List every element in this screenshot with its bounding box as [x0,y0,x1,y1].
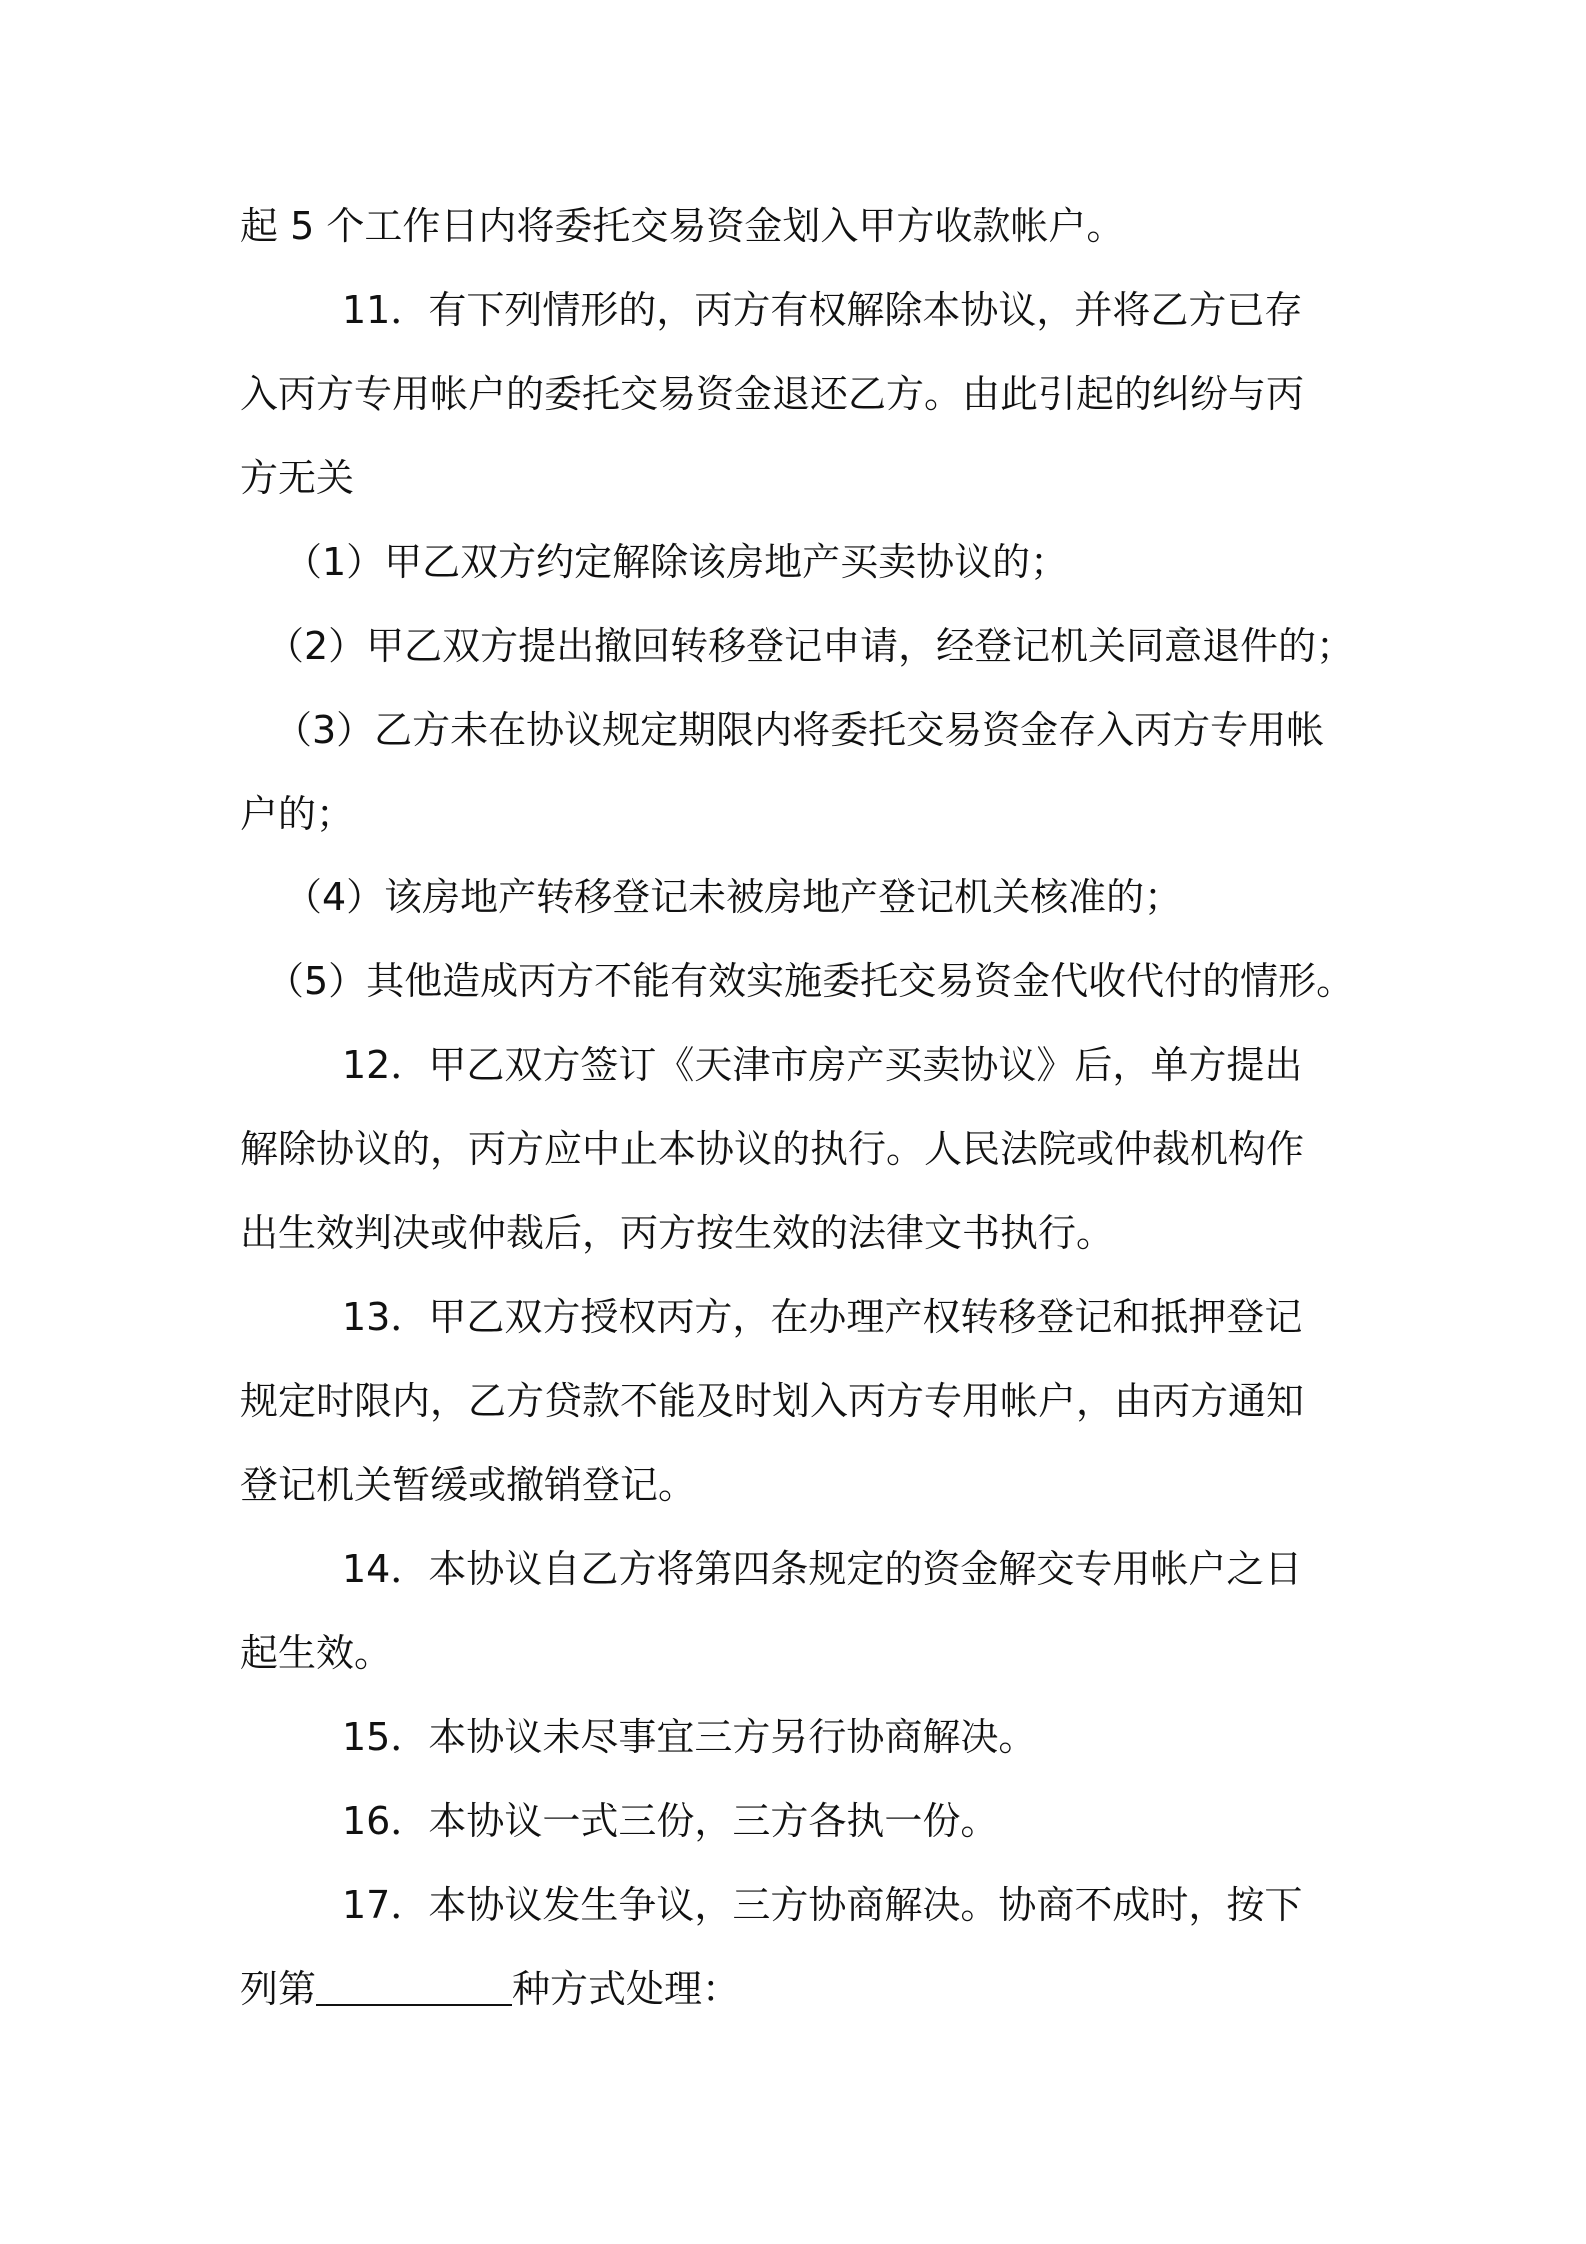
clause-17-line: 17．本协议发生争议，三方协商解决。协商不成时，按下 [342,1883,1303,1927]
text-line: 规定时限内，乙方贷款不能及时划入丙方专用帐户，由丙方通知 [240,1379,1305,1423]
clause-11-item-4: （4）该房地产转移登记未被房地产登记机关核准的； [284,875,1183,919]
clause-14-line: 14．本协议自乙方将第四条规定的资金解交专用帐户之日 [342,1547,1303,1591]
text-line: 登记机关暂缓或撤销登记。 [240,1463,697,1507]
text-line: 入丙方专用帐户的委托交易资金退还乙方。由此引起的纠纷与丙 [240,372,1305,416]
clause-11-item-2: （2）甲乙双方提出撤回转移登记申请，经登记机关同意退件的； [266,624,1355,668]
text-line: 方无关 [240,456,355,500]
clause-11-item-1: （1）甲乙双方约定解除该房地产买卖协议的； [284,540,1069,584]
clause-16-line: 16．本协议一式三份，三方各执一份。 [342,1799,999,1843]
text-line: 户的； [240,792,355,836]
text-line: 出生效判决或仲裁后，丙方按生效的法律文书执行。 [240,1211,1115,1255]
clause-11-line: 11．有下列情形的，丙方有权解除本协议，并将乙方已存 [342,288,1303,332]
clause-12-line: 12．甲乙双方签订《天津市房产买卖协议》后，单方提出 [342,1043,1303,1087]
text-before-blank: 列第 [240,1967,317,2011]
clause-17-continuation [240,1964,740,2014]
text-line: 起生效。 [240,1631,393,1675]
fill-in-blank [316,1966,512,2006]
clause-11-item-3: （3）乙方未在协议规定期限内将委托交易资金存入丙方专用帐 [274,708,1325,752]
clause-11-item-5: （5）其他造成丙方不能有效实施委托交易资金代收代付的情形。 [266,959,1355,1003]
text-line: 起 5 个工作日内将委托交易资金划入甲方收款帐户。 [240,204,1125,248]
clause-13-line: 13．甲乙双方授权丙方，在办理产权转移登记和抵押登记 [342,1295,1303,1339]
clause-15-line: 15．本协议未尽事宜三方另行协商解决。 [342,1715,1037,1759]
text-line: 解除协议的，丙方应中止本协议的执行。人民法院或仲裁机构作 [240,1127,1305,1171]
text-after-blank: 种方式处理： [512,1967,741,2011]
